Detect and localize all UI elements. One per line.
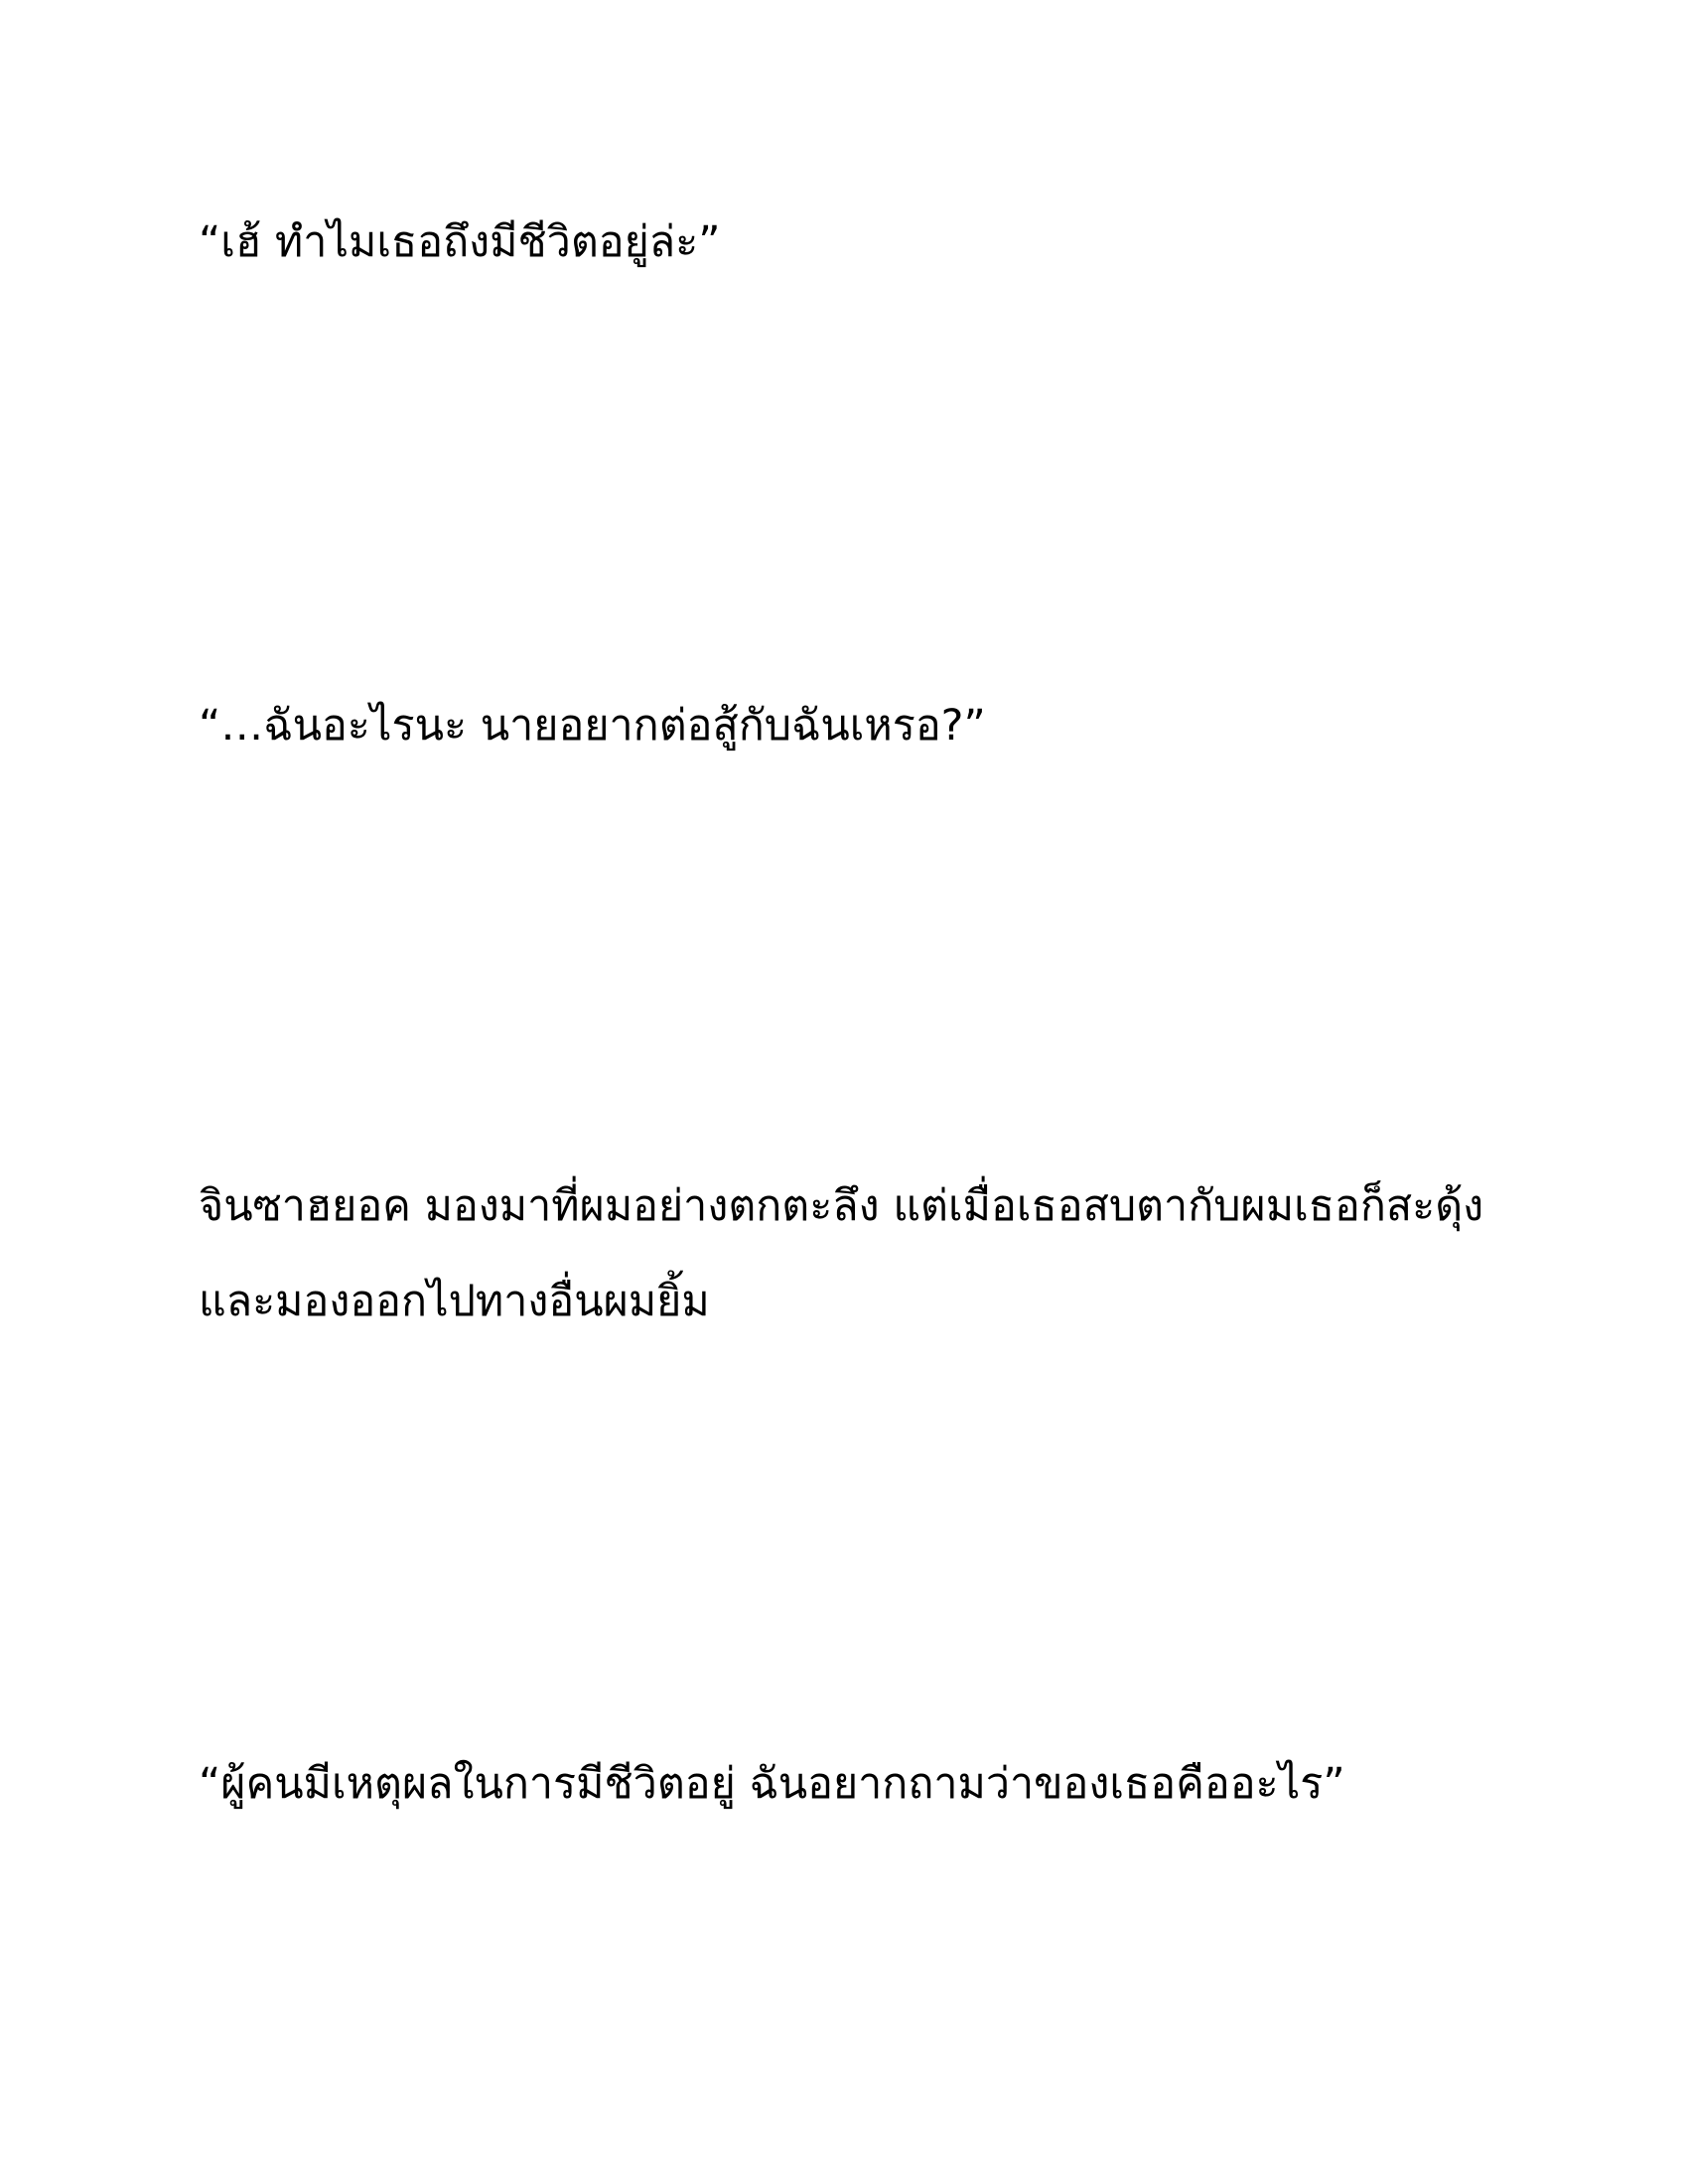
paragraph-line: จินซาฮยอค มองมาที่ผมอย่างตกตะลึง แต่เมื่อเธอสบตากับผมเธอก็สะดุ้ง [199,1181,1484,1231]
paragraph-line: “ผู้คนมีเหตุผลในการมีชีวิตอยู่ ฉันอยากถามว่าของเธอคืออะไร” [199,1759,1345,1809]
paragraph-line: และมองออกไปทางอื่นผมยิ้ม [199,1277,710,1326]
paragraph-3 [199,1159,1489,1349]
paragraph-1 [199,195,1489,290]
paragraph-4 [199,1736,1489,1832]
paragraph-line: “เฮ้ ทำไมเธอถึงมีชีวิตอยู่ล่ะ” [199,217,721,267]
paragraph-2 [199,678,1489,773]
paragraph-line: “…ฉันอะไรนะ นายอยากต่อสู้กับฉันเหรอ?” [199,701,986,751]
